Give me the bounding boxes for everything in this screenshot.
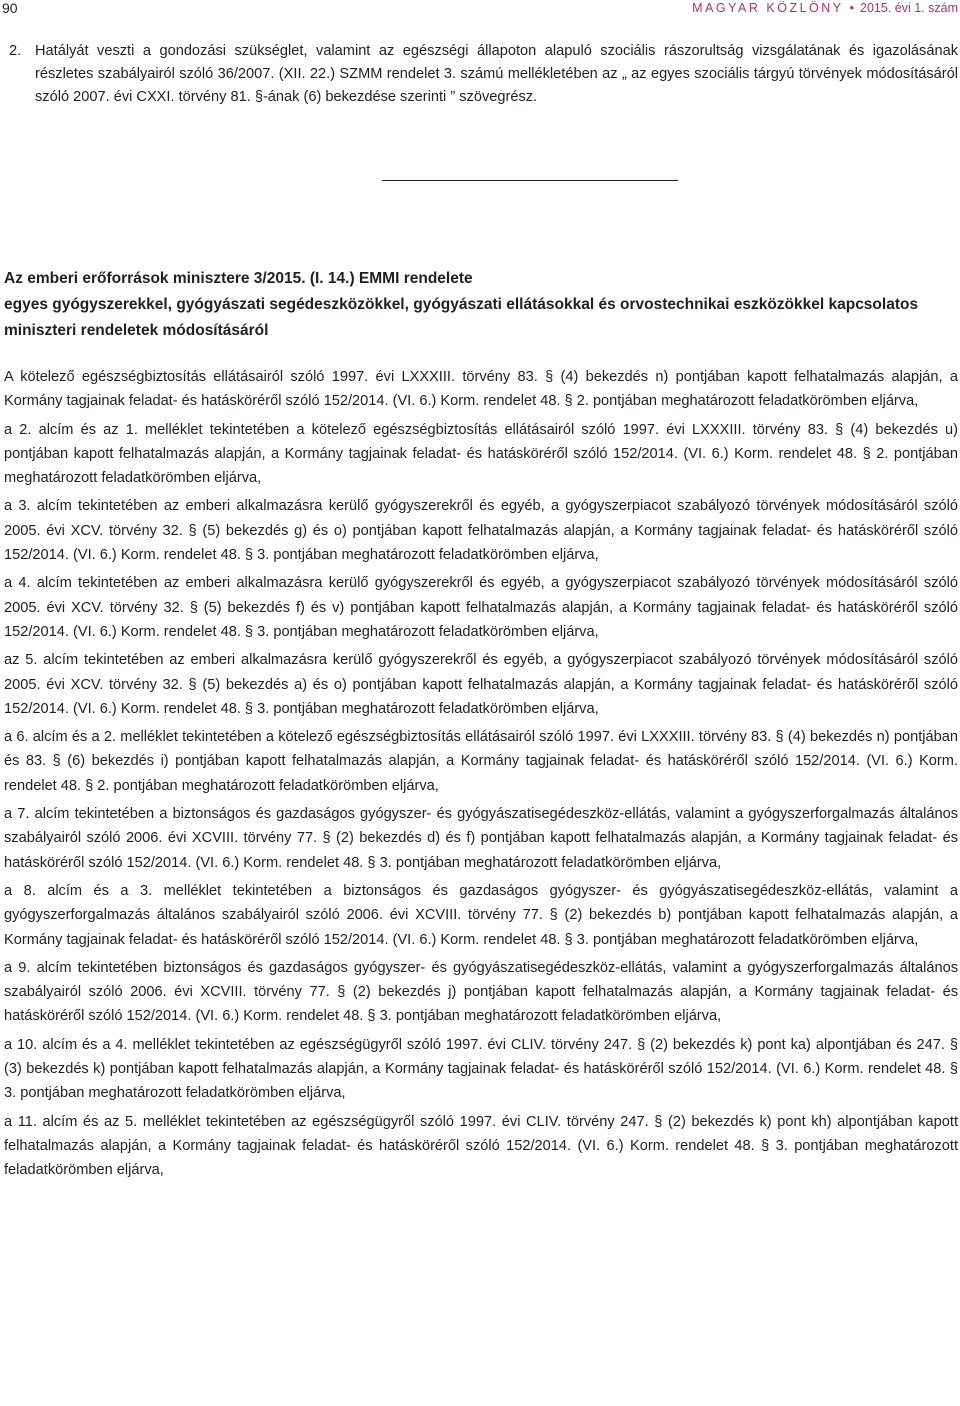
section-separator: [382, 180, 678, 181]
bullet-separator: •: [849, 1, 855, 15]
journal-title: MAGYAR KÖZLÖNY: [692, 1, 844, 15]
preamble-paragraph: az 5. alcím tekintetében az emberi alkalmazásra kerülő gyógyszerekről és egyéb, a gyógyszerpiacot szabályozó törvények módosításáról szóló 2005. évi XCV. törvény 32. § (5) bekezdés a) és o) pontjában kapott felhatalmazás alapján, a Kormány tagjainak feladat- és hatásköréről szóló 152/2014. (VI. 6.) Korm. rendelet 48. § 3. pontjában meghatározott feladatkörömben eljárva,: [4, 652, 958, 717]
page-header: [0, 0, 960, 24]
running-title: [692, 1, 958, 15]
preamble-paragraph: a 6. alcím és a 2. melléklet tekintetében a kötelező egészségbiztosítás ellátásairól szóló 1997. évi LXXXIII. törvény 83. § (4) bekezdés n) pontjában és 83. § (6) bekezdés i) pontjában kapott felhatalmazás alapján, a Kormány tagjainak feladat- és hatásköréről szóló 152/2014. (VI. 6.) Korm. rendelet 48. § 2. pontjában meghatározott feladatkörömben eljárva,: [4, 729, 958, 794]
preamble-paragraph: a 9. alcím tekintetében biztonságos és gazdaságos gyógyszer- és gyógyászatisegédeszköz-ellátás, valamint a gyógyszerforgalmazás általános szabályairól szóló 2006. évi XCVIII. törvény 77. § (2) bekezdés j) pontjában kapott felhatalmazás alapján, a Kormány tagjainak feladat- és hatásköréről szóló 152/2014. (VI. 6.) Korm. rendelet 48. § 3. pontjában meghatározott feladatkörömben eljárva,: [4, 959, 958, 1025]
decree-subtitle: egyes gyógyszerekkel, gyógyászati segédeszközökkel, gyógyászati ellátásokkal és orvostechnikai eszközökkel kapcsolatos miniszteri rendeletek módosításáról: [4, 296, 919, 339]
numbered-item: [9, 40, 958, 109]
preamble-paragraph: a 11. alcím és az 5. melléklet tekintetében az egészségügyről szóló 1997. évi CLIV. törvény 247. § (2) bekezdés k) pont kh) alpontjában kapott felhatalmazás alapján, a Kormány tagjainak feladat- és hatásköréről szóló 152/2014. (VI. 6.) Korm. rendelet 48. § 3. pontjában meghatározott feladatkörömben eljárva,: [4, 1113, 958, 1179]
issue-label: 2015. évi 1. szám: [860, 1, 958, 15]
preamble-paragraph: a 10. alcím és a 4. melléklet tekintetében az egészségügyről szóló 1997. évi CLIV. törvény 247. § (2) bekezdés k) pont ka) alpontjában és 247. § (3) bekezdés k) pontjában kapott felhatalmazás alapján, a Kormány tagjainak feladat- és hatásköréről szóló 152/2014. (VI. 6.) Korm. rendelet 48. § 3. pontjában meghatározott feladatkörömben eljárva,: [4, 1036, 958, 1102]
page-content: [4, 40, 958, 1187]
preamble-paragraph: a 2. alcím és az 1. melléklet tekintetében a kötelező egészségbiztosítás ellátásairól szóló 1997. évi LXXXIII. törvény 83. § (4) bekezdés u) pontjában kapott felhatalmazás alapján, a Kormány tagjainak feladat- és hatásköréről szóló 152/2014. (VI. 6.) Korm. rendelet 48. § 2. pontjában meghatározott feladatkörömben eljárva,: [4, 421, 958, 487]
item-number: 2.: [9, 43, 22, 59]
preamble-paragraph: a 8. alcím és a 3. melléklet tekintetében a biztonságos és gazdaságos gyógyszer- és gyógyászatisegédeszköz-ellátás, valamint a gyógyszerforgalmazás általános szabályairól szóló 2006. évi XCVIII. törvény 77. § (2) bekezdés b) pontjában kapott felhatalmazás alapján, a Kormány tagjainak feladat- és hatásköréről szóló 152/2014. (VI. 6.) Korm. rendelet 48. § 3. pontjában meghatározott feladatkörömben eljárva,: [4, 882, 958, 948]
preamble-paragraph: A kötelező egészségbiztosítás ellátásairól szóló 1997. évi LXXXIII. törvény 83. § (4) bekezdés n) pontjában kapott felhatalmazás alapján, a Kormány tagjainak feladat- és hatásköréről szóló 152/2014. (VI. 6.) Korm. rendelet 48. § 2. pontjában meghatározott feladatkörömben eljárva,: [4, 369, 958, 410]
page-number: 90: [2, 0, 18, 16]
preamble-paragraph: a 4. alcím tekintetében az emberi alkalmazásra kerülő gyógyszerekről és egyéb, a gyógyszerpiacot szabályozó törvények módosításáról szóló 2005. évi XCV. törvény 32. § (5) bekezdés f) és v) pontjában kapott felhatalmazás alapján, a Kormány tagjainak feladat- és hatásköréről szóló 152/2014. (VI. 6.) Korm. rendelet 48. § 3. pontjában meghatározott feladatkörömben eljárva,: [4, 575, 958, 640]
preamble-paragraph: a 3. alcím tekintetében az emberi alkalmazásra kerülő gyógyszerekről és egyéb, a gyógyszerpiacot szabályozó törvények módosításáról szóló 2005. évi XCV. törvény 32. § (5) bekezdés g) és o) pontjában kapott felhatalmazás alapján, a Kormány tagjainak feladat- és hatásköréről szóló 152/2014. (VI. 6.) Korm. rendelet 48. § 3. pontjában meghatározott feladatkörömben eljárva,: [4, 498, 958, 564]
item-text: Hatályát veszti a gondozási szükséglet, valamint az egészségi állapoton alapuló szociális rászorultság vizsgálatának és igazolásának részletes szabályairól szóló 36/2007. (XII. 22.) SZMM rendelet 3. számú mellékletében az „ az egyes szociális tárgyú törvények módosításáról szóló 2007. évi CXXI. törvény 81. §-ának (6) bekezdése szerinti ” szövegrész.: [35, 43, 958, 105]
preamble-paragraph: a 7. alcím tekintetében a biztonságos és gazdaságos gyógyszer- és gyógyászatisegédeszköz-ellátás, valamint a gyógyszerforgalmazás általános szabályairól szóló 2006. évi XCVIII. törvény 77. § (2) bekezdés d) és f) pontjában kapott felhatalmazás alapján, a Kormány tagjainak feladat- és hatásköréről szóló 152/2014. (VI. 6.) Korm. rendelet 48. § 3. pontjában meghatározott feladatkörömben eljárva,: [4, 806, 958, 871]
decree-title: Az emberi erőforrások minisztere 3/2015. (I. 14.) EMMI rendelete: [4, 270, 473, 287]
preamble: [4, 365, 958, 1183]
